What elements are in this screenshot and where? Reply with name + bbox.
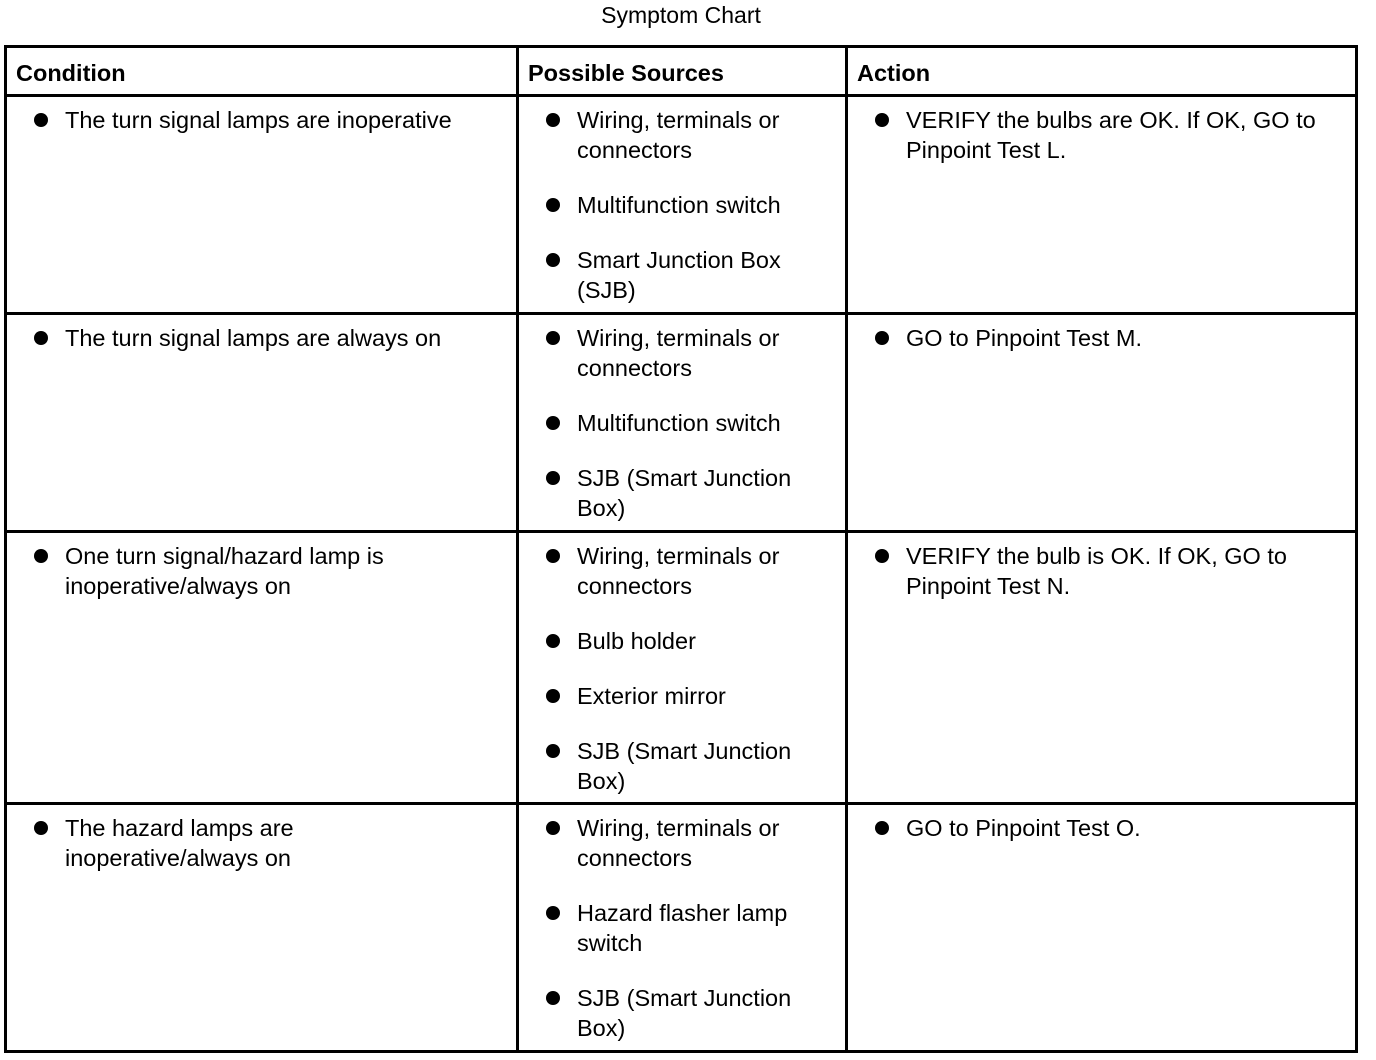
source-item <box>519 463 845 523</box>
condition-text: One turn signal/hazard lamp is inoperative/always on <box>65 543 384 599</box>
sources-cell <box>518 96 847 314</box>
header-possible-sources: Possible Sources <box>518 47 847 96</box>
bullet-icon <box>546 634 560 648</box>
header-condition: Condition <box>6 47 518 96</box>
source-text: Wiring, terminals or connectors <box>577 815 780 871</box>
action-cell <box>847 96 1357 314</box>
bullet-icon <box>34 331 48 345</box>
sources-cell <box>518 532 847 804</box>
table-row <box>6 804 1357 1052</box>
source-text: Bulb holder <box>577 628 696 654</box>
sources-cell <box>518 804 847 1052</box>
action-text: GO to Pinpoint Test M. <box>906 325 1142 351</box>
action-item <box>848 105 1355 165</box>
action-cell <box>847 314 1357 532</box>
source-item <box>519 408 845 438</box>
condition-item <box>7 813 516 873</box>
source-text: Multifunction switch <box>577 192 781 218</box>
bullet-icon <box>546 471 560 485</box>
action-item <box>848 323 1355 353</box>
bullet-icon <box>546 416 560 430</box>
source-text: SJB (Smart Junction Box) <box>577 738 792 794</box>
condition-item <box>7 323 516 353</box>
source-text: SJB (Smart Junction Box) <box>577 985 792 1041</box>
source-text: Wiring, terminals or connectors <box>577 325 780 381</box>
condition-text: The hazard lamps are inoperative/always on <box>65 815 294 871</box>
condition-text: The turn signal lamps are always on <box>65 325 442 351</box>
action-cell <box>847 804 1357 1052</box>
source-item <box>519 323 845 383</box>
bullet-icon <box>34 821 48 835</box>
table-row <box>6 96 1357 314</box>
chart-title: Symptom Chart <box>601 2 761 28</box>
table-row <box>6 532 1357 804</box>
source-item <box>519 190 845 220</box>
condition-cell <box>6 804 518 1052</box>
action-item <box>848 813 1355 843</box>
bullet-icon <box>546 689 560 703</box>
bullet-icon <box>875 113 889 127</box>
bullet-icon <box>875 821 889 835</box>
table-row <box>6 314 1357 532</box>
condition-item <box>7 541 516 601</box>
bullet-icon <box>546 253 560 267</box>
source-item <box>519 245 845 305</box>
bullet-icon <box>546 549 560 563</box>
bullet-icon <box>875 549 889 563</box>
sources-cell <box>518 314 847 532</box>
source-text: Smart Junction Box (SJB) <box>577 247 781 303</box>
condition-cell <box>6 96 518 314</box>
action-item <box>848 541 1355 601</box>
source-text: Hazard flasher lamp switch <box>577 900 788 956</box>
action-text: GO to Pinpoint Test O. <box>906 815 1141 841</box>
source-item <box>519 813 845 873</box>
bullet-icon <box>546 198 560 212</box>
action-text: VERIFY the bulb is OK. If OK, GO to Pinpoint Test N. <box>906 543 1287 599</box>
source-item <box>519 898 845 958</box>
source-text: Multifunction switch <box>577 410 781 436</box>
bullet-icon <box>546 744 560 758</box>
bullet-icon <box>546 991 560 1005</box>
symptom-table <box>4 45 1358 1053</box>
condition-cell <box>6 532 518 804</box>
bullet-icon <box>546 113 560 127</box>
bullet-icon <box>546 906 560 920</box>
source-text: Exterior mirror <box>577 683 726 709</box>
source-text: Wiring, terminals or connectors <box>577 543 780 599</box>
source-item <box>519 681 845 711</box>
condition-item <box>7 105 516 135</box>
bullet-icon <box>34 113 48 127</box>
source-item <box>519 983 845 1043</box>
header-row <box>6 47 1357 96</box>
source-item <box>519 626 845 656</box>
source-item <box>519 105 845 165</box>
source-item <box>519 736 845 796</box>
bullet-icon <box>546 821 560 835</box>
condition-text: The turn signal lamps are inoperative <box>65 107 452 133</box>
condition-cell <box>6 314 518 532</box>
bullet-icon <box>34 549 48 563</box>
action-cell <box>847 532 1357 804</box>
bullet-icon <box>546 331 560 345</box>
header-action: Action <box>847 47 1357 96</box>
source-item <box>519 541 845 601</box>
source-text: SJB (Smart Junction Box) <box>577 465 792 521</box>
bullet-icon <box>875 331 889 345</box>
action-text: VERIFY the bulbs are OK. If OK, GO to Pinpoint Test L. <box>906 107 1316 163</box>
source-text: Wiring, terminals or connectors <box>577 107 780 163</box>
